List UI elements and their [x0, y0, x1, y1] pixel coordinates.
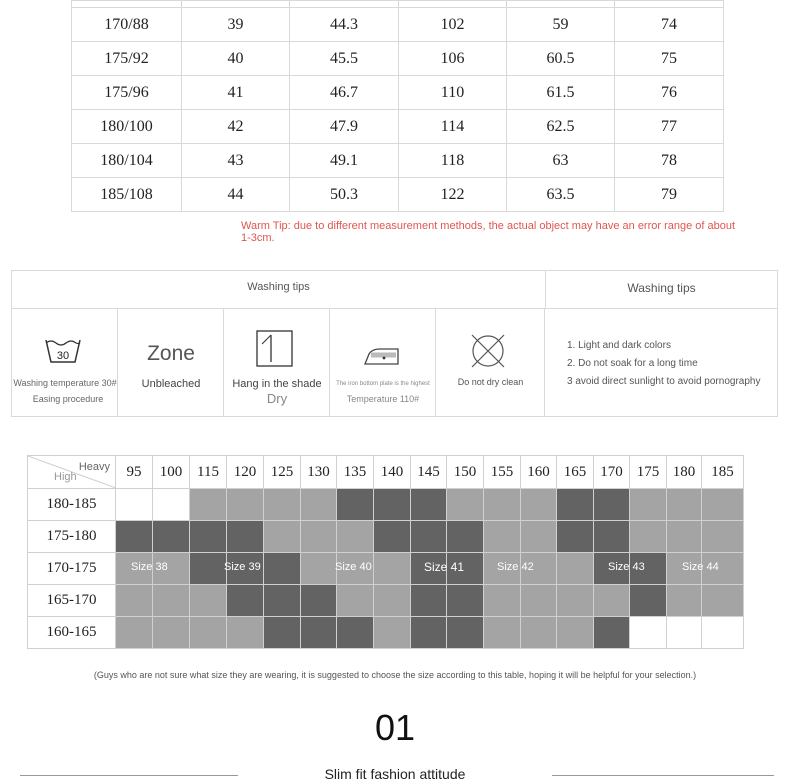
weight-header: 185 — [702, 456, 744, 489]
table-cell: 63.5 — [507, 178, 615, 212]
hang-dry-cell — [224, 308, 330, 417]
table-cell: 60.5 — [507, 42, 615, 76]
weight-header: 155 — [484, 456, 521, 489]
size-recommendation-chart — [27, 455, 744, 649]
chart-cell — [374, 489, 411, 521]
chart-cell — [264, 585, 301, 617]
table-row — [72, 1, 724, 8]
svg-text:30: 30 — [56, 350, 70, 362]
chart-cell — [667, 521, 702, 553]
chart-cell — [557, 585, 594, 617]
weight-header: 135 — [337, 456, 374, 489]
table-cell: 63 — [507, 144, 615, 178]
chart-cell — [702, 521, 744, 553]
table-cell: 79 — [615, 178, 724, 212]
wash-temperature-cell — [12, 308, 118, 417]
table-cell: 114 — [399, 110, 507, 144]
table-cell: 110 — [399, 76, 507, 110]
chart-cell — [301, 553, 337, 585]
chart-cell — [557, 553, 594, 585]
chart-cell — [190, 585, 227, 617]
chart-cell — [594, 489, 630, 521]
chart-cell — [667, 489, 702, 521]
size-measurement-table — [71, 0, 724, 212]
chart-cell — [227, 585, 264, 617]
size-label: Size 42 — [497, 561, 534, 573]
chart-cell — [557, 617, 594, 649]
chart-cell — [557, 521, 594, 553]
weight-header: 170 — [594, 456, 630, 489]
chart-cell — [264, 617, 301, 649]
chart-cell — [630, 521, 667, 553]
weight-header: 125 — [264, 456, 301, 489]
chart-cell — [227, 521, 264, 553]
chart-cell — [411, 585, 447, 617]
chart-cell — [702, 489, 744, 521]
chart-cell — [630, 489, 667, 521]
table-cell — [182, 1, 290, 8]
chart-cell — [667, 585, 702, 617]
table-cell: 180/104 — [72, 144, 182, 178]
chart-cell — [594, 617, 630, 649]
table-row — [72, 110, 724, 144]
table-cell: 39 — [182, 8, 290, 42]
iron-cell — [330, 308, 436, 417]
weight-header: 160 — [521, 456, 557, 489]
weight-header: 150 — [447, 456, 484, 489]
unbleached-label: Unbleached — [141, 378, 201, 390]
section-slogan: Slim fit fashion attitude — [324, 766, 466, 782]
table-cell: 44.3 — [290, 8, 399, 42]
table-row — [72, 8, 724, 42]
chart-cell — [447, 521, 484, 553]
weight-header: 120 — [227, 456, 264, 489]
table-row — [72, 42, 724, 76]
table-cell — [290, 1, 399, 8]
section-number: 01 — [374, 707, 416, 748]
chart-cell — [153, 585, 190, 617]
size-chart-note: (Guys who are not sure what size they are wearing, it is suggested to choose the size according to this table, hoping it will be helpful for your selection.) — [93, 670, 697, 680]
table-cell: 175/96 — [72, 76, 182, 110]
washing-tips-panel — [11, 270, 778, 417]
chart-cell — [337, 521, 374, 553]
chart-row — [28, 617, 744, 649]
table-cell: 78 — [615, 144, 724, 178]
chart-cell — [301, 617, 337, 649]
chart-cell — [521, 489, 557, 521]
chart-cell — [702, 617, 744, 649]
chart-cell — [374, 553, 411, 585]
chart-cell — [190, 553, 227, 585]
table-cell: 118 — [399, 144, 507, 178]
iron-plate-label: The iron bottom plate is the highest — [336, 381, 430, 387]
chart-cell — [227, 489, 264, 521]
chart-cell — [594, 521, 630, 553]
table-row — [72, 76, 724, 110]
table-cell: 175/92 — [72, 42, 182, 76]
chart-cell — [301, 521, 337, 553]
chart-cell — [521, 585, 557, 617]
height-header: 180-185 — [28, 489, 116, 521]
washing-tips-header: Washing tips — [12, 271, 546, 309]
table-cell: 45.5 — [290, 42, 399, 76]
wash-temp-label: Washing temperature 30# — [13, 378, 117, 388]
table-cell: 44 — [182, 178, 290, 212]
chart-cell — [190, 489, 227, 521]
chart-row — [28, 489, 744, 521]
chart-cell — [411, 617, 447, 649]
wash-30-icon — [43, 336, 83, 368]
size-label: Size 39 — [224, 561, 261, 573]
chart-cell — [264, 553, 301, 585]
chart-corner — [28, 456, 116, 489]
table-cell: 106 — [399, 42, 507, 76]
table-cell — [615, 1, 724, 8]
chart-cell — [484, 489, 521, 521]
weight-header: 180 — [667, 456, 702, 489]
chart-cell — [116, 489, 153, 521]
chart-cell — [594, 585, 630, 617]
chart-cell — [337, 585, 374, 617]
chart-cell — [411, 521, 447, 553]
table-cell: 59 — [507, 8, 615, 42]
corner-high-label: High — [54, 471, 77, 483]
table-cell: 74 — [615, 8, 724, 42]
chart-cell — [667, 617, 702, 649]
table-cell: 49.1 — [290, 144, 399, 178]
table-cell: 42 — [182, 110, 290, 144]
chart-row — [28, 521, 744, 553]
height-header: 175-180 — [28, 521, 116, 553]
table-cell — [72, 1, 182, 8]
table-cell: 43 — [182, 144, 290, 178]
chart-cell — [374, 617, 411, 649]
table-row — [72, 144, 724, 178]
chart-cell — [264, 521, 301, 553]
list-item: 2. Do not soak for a long time — [567, 358, 698, 369]
wash-procedure-label: Easing procedure — [32, 394, 104, 404]
no-dry-clean-label: Do not dry clean — [457, 377, 524, 387]
table-cell: 180/100 — [72, 110, 182, 144]
chart-cell — [116, 585, 153, 617]
chart-cell — [190, 521, 227, 553]
weight-header: 165 — [557, 456, 594, 489]
table-cell: 40 — [182, 42, 290, 76]
table-cell: 170/88 — [72, 8, 182, 42]
size-label: Size 38 — [131, 561, 168, 573]
chart-cell — [630, 585, 667, 617]
chart-cell — [190, 617, 227, 649]
chart-cell — [153, 489, 190, 521]
iron-icon — [362, 342, 402, 368]
chart-cell — [521, 617, 557, 649]
table-cell: 102 — [399, 8, 507, 42]
table-cell: 41 — [182, 76, 290, 110]
zone-text: Zone — [147, 342, 195, 365]
table-cell: 77 — [615, 110, 724, 144]
table-cell: 61.5 — [507, 76, 615, 110]
height-header: 165-170 — [28, 585, 116, 617]
chart-cell — [557, 489, 594, 521]
size-label: Size 40 — [335, 561, 372, 573]
table-cell: 185/108 — [72, 178, 182, 212]
chart-cell — [630, 617, 667, 649]
list-item: 1. Light and dark colors — [567, 340, 671, 351]
chart-cell — [264, 489, 301, 521]
weight-header: 140 — [374, 456, 411, 489]
chart-cell — [153, 617, 190, 649]
table-cell — [399, 1, 507, 8]
chart-cell — [447, 585, 484, 617]
no-dry-clean-cell — [436, 308, 545, 417]
chart-cell — [337, 489, 374, 521]
iron-temp-label: Temperature 110# — [346, 394, 420, 404]
chart-cell — [521, 521, 557, 553]
chart-row — [28, 585, 744, 617]
weight-header: 100 — [153, 456, 190, 489]
hang-dry-icon — [256, 330, 294, 368]
no-dry-clean-icon — [469, 332, 507, 370]
chart-cell — [447, 617, 484, 649]
corner-heavy-label: Heavy — [78, 461, 110, 473]
washing-tips-list — [567, 337, 760, 391]
chart-cell — [447, 489, 484, 521]
size-label: Size 44 — [682, 561, 719, 573]
dry-label: Dry — [266, 391, 288, 406]
chart-cell — [484, 585, 521, 617]
chart-cell — [153, 521, 190, 553]
unbleached-cell — [118, 308, 224, 417]
table-row — [72, 178, 724, 212]
size-label: Size 43 — [608, 561, 645, 573]
chart-cell — [411, 489, 447, 521]
table-cell: 46.7 — [290, 76, 399, 110]
weight-header: 145 — [411, 456, 447, 489]
height-header: 160-165 — [28, 617, 116, 649]
chart-cell — [301, 489, 337, 521]
weight-header: 130 — [301, 456, 337, 489]
weight-header: 115 — [190, 456, 227, 489]
chart-cell — [116, 521, 153, 553]
chart-cell — [337, 617, 374, 649]
chart-cell — [374, 585, 411, 617]
weight-header: 175 — [630, 456, 667, 489]
hang-shade-label: Hang in the shade — [232, 378, 322, 390]
weight-header: 95 — [116, 456, 153, 489]
table-cell: 62.5 — [507, 110, 615, 144]
list-item: 3 avoid direct sunlight to avoid pornography — [567, 376, 761, 387]
table-cell: 75 — [615, 42, 724, 76]
table-cell: 76 — [615, 76, 724, 110]
table-cell: 47.9 — [290, 110, 399, 144]
chart-cell — [301, 585, 337, 617]
warm-tip: Warm Tip: due to different measurement methods, the actual object may have an error range of about 1-3cm. — [241, 220, 736, 244]
chart-cell — [374, 521, 411, 553]
height-header: 170-175 — [28, 553, 116, 585]
chart-cell — [484, 521, 521, 553]
chart-cell — [484, 617, 521, 649]
table-cell: 122 — [399, 178, 507, 212]
table-cell: 50.3 — [290, 178, 399, 212]
chart-cell — [702, 585, 744, 617]
table-cell — [507, 1, 615, 8]
chart-cell — [116, 617, 153, 649]
size-label: Size 41 — [424, 560, 465, 574]
washing-tips-header-right: Washing tips — [545, 271, 778, 309]
chart-cell — [227, 617, 264, 649]
